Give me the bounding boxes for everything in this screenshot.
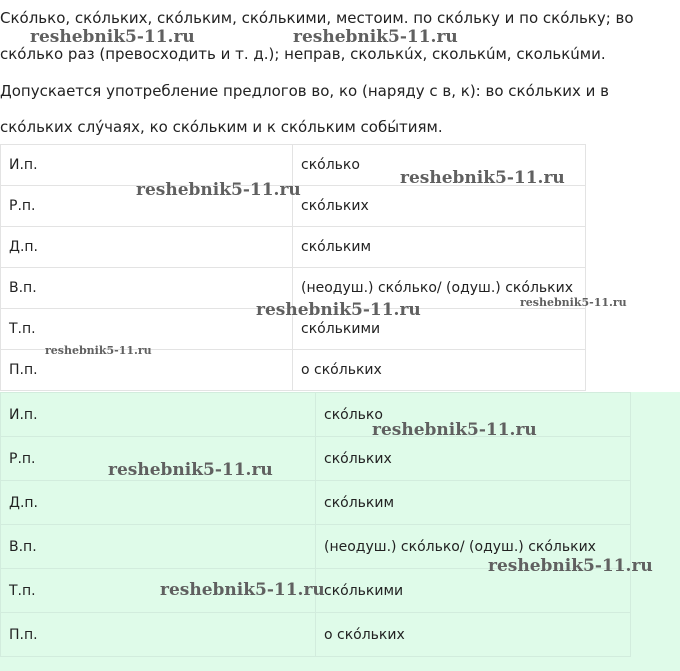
table-row (1, 145, 586, 186)
table-row (1, 309, 586, 350)
case-cell: В.п. (1, 268, 293, 309)
form-cell: ско́льким (316, 481, 631, 525)
intro-line-4: ско́льких слу́чаях, ко ско́льким и к ско́льким собы́тиям. (0, 118, 443, 136)
watermark: reshebnik5-11.ru (30, 27, 195, 47)
declension-table (0, 144, 586, 391)
table-row (1, 227, 586, 268)
case-cell: П.п. (1, 350, 293, 391)
intro-line-3: Допускается употребление предлогов во, ко (наряду с в, к): во ско́льких и в (0, 82, 610, 100)
form-cell: о ско́льких (293, 350, 586, 391)
watermark: reshebnik5-11.ru (256, 300, 421, 320)
watermark: reshebnik5-11.ru (136, 180, 301, 200)
watermark: reshebnik5-11.ru (520, 296, 627, 309)
case-cell: П.п. (1, 613, 316, 657)
watermark: reshebnik5-11.ru (108, 460, 273, 480)
case-cell: Т.п. (1, 569, 316, 613)
watermark: reshebnik5-11.ru (400, 168, 565, 188)
form-cell: (неодуш.) ско́лько/ (одуш.) ско́льких (316, 525, 631, 569)
form-cell: ско́лько (293, 145, 586, 186)
table-row (1, 569, 631, 613)
table-row (1, 481, 631, 525)
table-row (1, 525, 631, 569)
case-cell: И.п. (1, 393, 316, 437)
table-row (1, 350, 586, 391)
case-cell: Т.п. (1, 309, 293, 350)
table-row (1, 613, 631, 657)
case-cell: Д.п. (1, 227, 293, 268)
watermark: reshebnik5-11.ru (160, 580, 325, 600)
intro-line-1: Ско́лько, ско́льких, ско́льким, ско́лькими, местоим. по ско́льку и по ско́льку; во (0, 9, 634, 27)
form-cell: ско́лькими (293, 309, 586, 350)
case-cell: Р.п. (1, 186, 293, 227)
watermark: reshebnik5-11.ru (293, 27, 458, 47)
form-cell: ско́лькими (316, 569, 631, 613)
case-cell: Д.п. (1, 481, 316, 525)
watermark: reshebnik5-11.ru (372, 420, 537, 440)
form-cell: о ско́льких (316, 613, 631, 657)
intro-line-2: ско́лько раз (превосходить и т. д.); неправ, сколькúх, сколькúм, сколькúми. (0, 45, 606, 63)
form-cell: ско́лько (316, 393, 631, 437)
form-cell: ско́льким (293, 227, 586, 268)
declension-table-highlighted (0, 392, 631, 657)
case-cell: Р.п. (1, 437, 316, 481)
form-cell: (неодуш.) ско́лько/ (одуш.) ско́льких (293, 268, 586, 309)
case-cell: В.п. (1, 525, 316, 569)
case-cell: И.п. (1, 145, 293, 186)
table-row (1, 268, 586, 309)
table-row (1, 437, 631, 481)
watermark: reshebnik5-11.ru (488, 556, 653, 576)
watermark: reshebnik5-11.ru (45, 344, 152, 357)
table-row (1, 186, 586, 227)
form-cell: ско́льких (316, 437, 631, 481)
table-row (1, 393, 631, 437)
form-cell: ско́льких (293, 186, 586, 227)
